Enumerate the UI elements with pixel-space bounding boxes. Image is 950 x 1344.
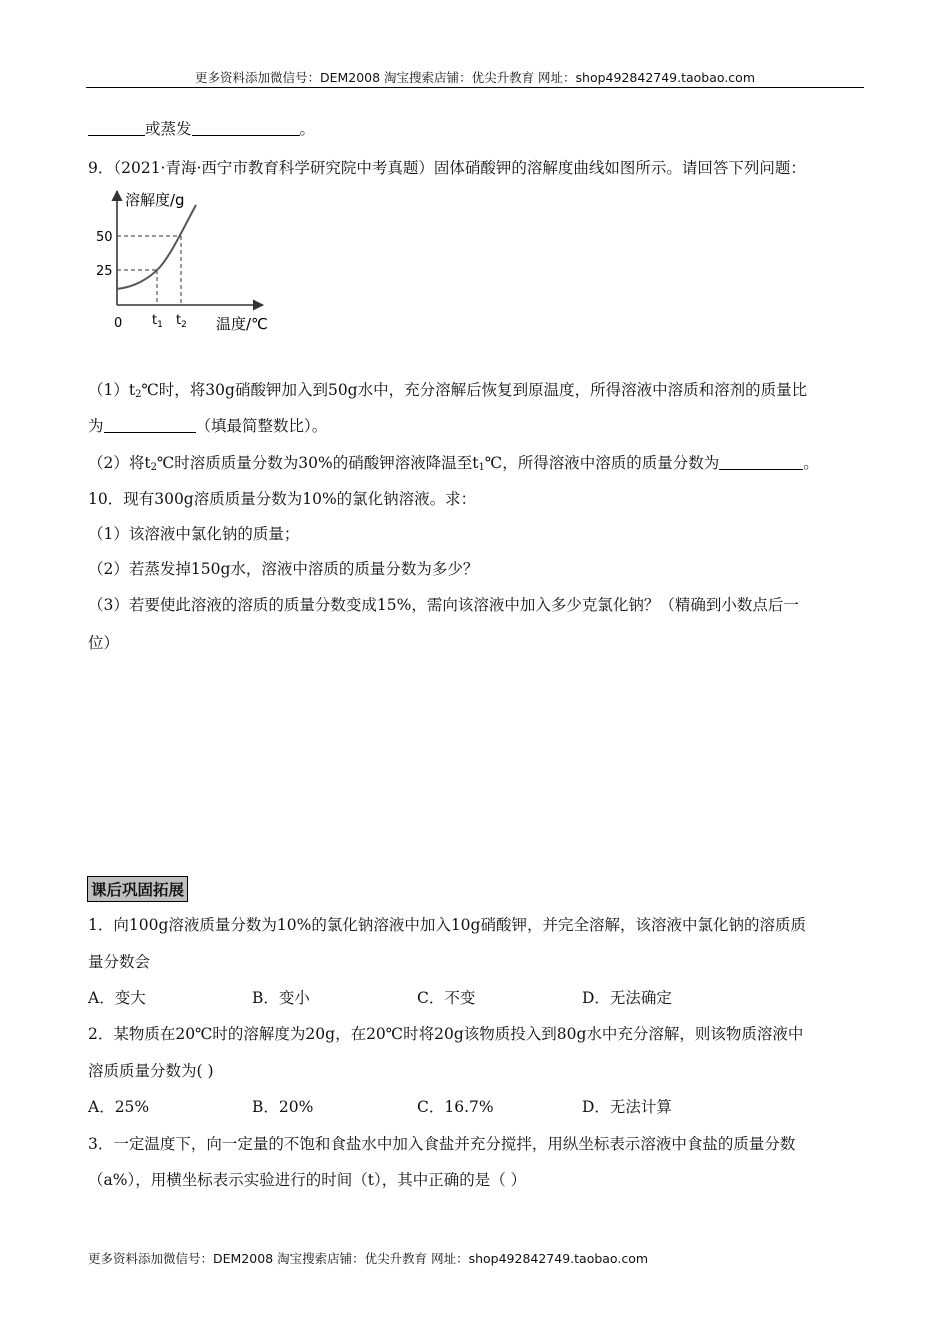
top-fragment-line	[88, 117, 315, 139]
e1-options	[88, 986, 848, 1008]
page-footer: 更多资料添加微信号：DEM2008 淘宝搜索店铺：优尖升教育 网址：shop492842749.taobao.com	[88, 1251, 649, 1266]
e2-stem-line1: 2．某物质在20℃时的溶解度为20g，在20℃时将20g该物质投入到80g水中充分溶解，则该物质溶液中	[88, 1025, 804, 1043]
option-b[interactable]: B．变小	[252, 989, 310, 1007]
e1-stem-line2: 量分数会	[88, 953, 151, 971]
option-b[interactable]: B．20%	[252, 1098, 314, 1116]
y-axis-label: 溶解度/g	[125, 191, 185, 209]
answer-blank	[88, 120, 145, 136]
q10-part2: （2）若蒸发掉150g水，溶液中溶质的质量分数为多少？	[88, 560, 479, 578]
q9-part2: （2）将$t_2℃$时溶质质量分数为30%的硝酸钾溶液降温至$t_1℃$，所得溶液中溶质的质量分数为 。	[88, 454, 819, 473]
option-c[interactable]: C．16.7%	[417, 1098, 494, 1116]
solubility-curve-graph	[90, 185, 290, 340]
option-d[interactable]: D．无法计算	[582, 1098, 672, 1116]
option-d[interactable]: D．无法确定	[582, 989, 672, 1007]
solubility-curve	[117, 205, 196, 289]
q10-part3-line1: （3）若要使此溶液的溶质的质量分数变成15%，需向该溶液中加入多少克氯化钠？（精确到小数点后一	[88, 596, 799, 614]
y-tick-25: 25	[96, 264, 113, 279]
y-tick-50: 50	[96, 230, 113, 245]
e3-stem-line2: （a%），用横坐标表示实验进行的时间（t），其中正确的是（ ）	[88, 1171, 527, 1189]
page-header: 更多资料添加微信号：DEM2008 淘宝搜索店铺：优尖升教育 网址：shop492842749.taobao.com	[194, 70, 756, 85]
q10-stem: 10．现有300g溶质质量分数为10%的氯化钠溶液。求：	[88, 490, 477, 508]
top-fragment-text: 或蒸发	[145, 120, 192, 138]
q10-part1: （1）该溶液中氯化钠的质量；	[88, 525, 300, 543]
q9-stem: 9．（2021·青海·西宁市教育科学研究院中考真题）固体硝酸钾的溶解度曲线如图所示。请回答下列问题：	[88, 159, 806, 177]
origin-label: 0	[114, 316, 123, 331]
x-tick-t1: $t_1$	[152, 313, 163, 330]
period: 。	[299, 120, 316, 138]
e1-stem-line1: 1．向100g溶液质量分数为10%的氯化钠溶液中加入10g硝酸钾，并完全溶解，该溶液中氯化钠的溶质质	[88, 916, 806, 934]
q10-part3-line2: 位）	[88, 634, 120, 652]
e2-stem-line2: 溶质质量分数为( )	[88, 1062, 214, 1080]
answer-blank	[192, 120, 300, 136]
option-a[interactable]: A．25%	[88, 1098, 150, 1116]
header-rule	[86, 87, 864, 88]
q9-part1-line1: $(1)t_2℃$时，将30g硝酸钾加入到50g水中，充分溶解后恢复到原温度，所得溶液中溶质和溶剂的质量比	[88, 381, 808, 400]
x-tick-t2: $t_2$	[176, 313, 187, 330]
x-axis-label: 温度/℃	[216, 315, 268, 333]
answer-blank	[719, 454, 803, 470]
section-title: 课后巩固拓展	[87, 876, 188, 902]
answer-blank	[104, 417, 196, 433]
option-c[interactable]: C．不变	[417, 989, 476, 1007]
q9-part1-line2: 为 （填最简整数比）。	[88, 417, 328, 435]
e3-stem-line1: 3．一定温度下，向一定量的不饱和食盐水中加入食盐并充分搅拌，用纵坐标表示溶液中食盐的质量分数	[88, 1135, 796, 1153]
option-a[interactable]: A．变大	[88, 989, 146, 1007]
e2-options	[88, 1095, 848, 1117]
